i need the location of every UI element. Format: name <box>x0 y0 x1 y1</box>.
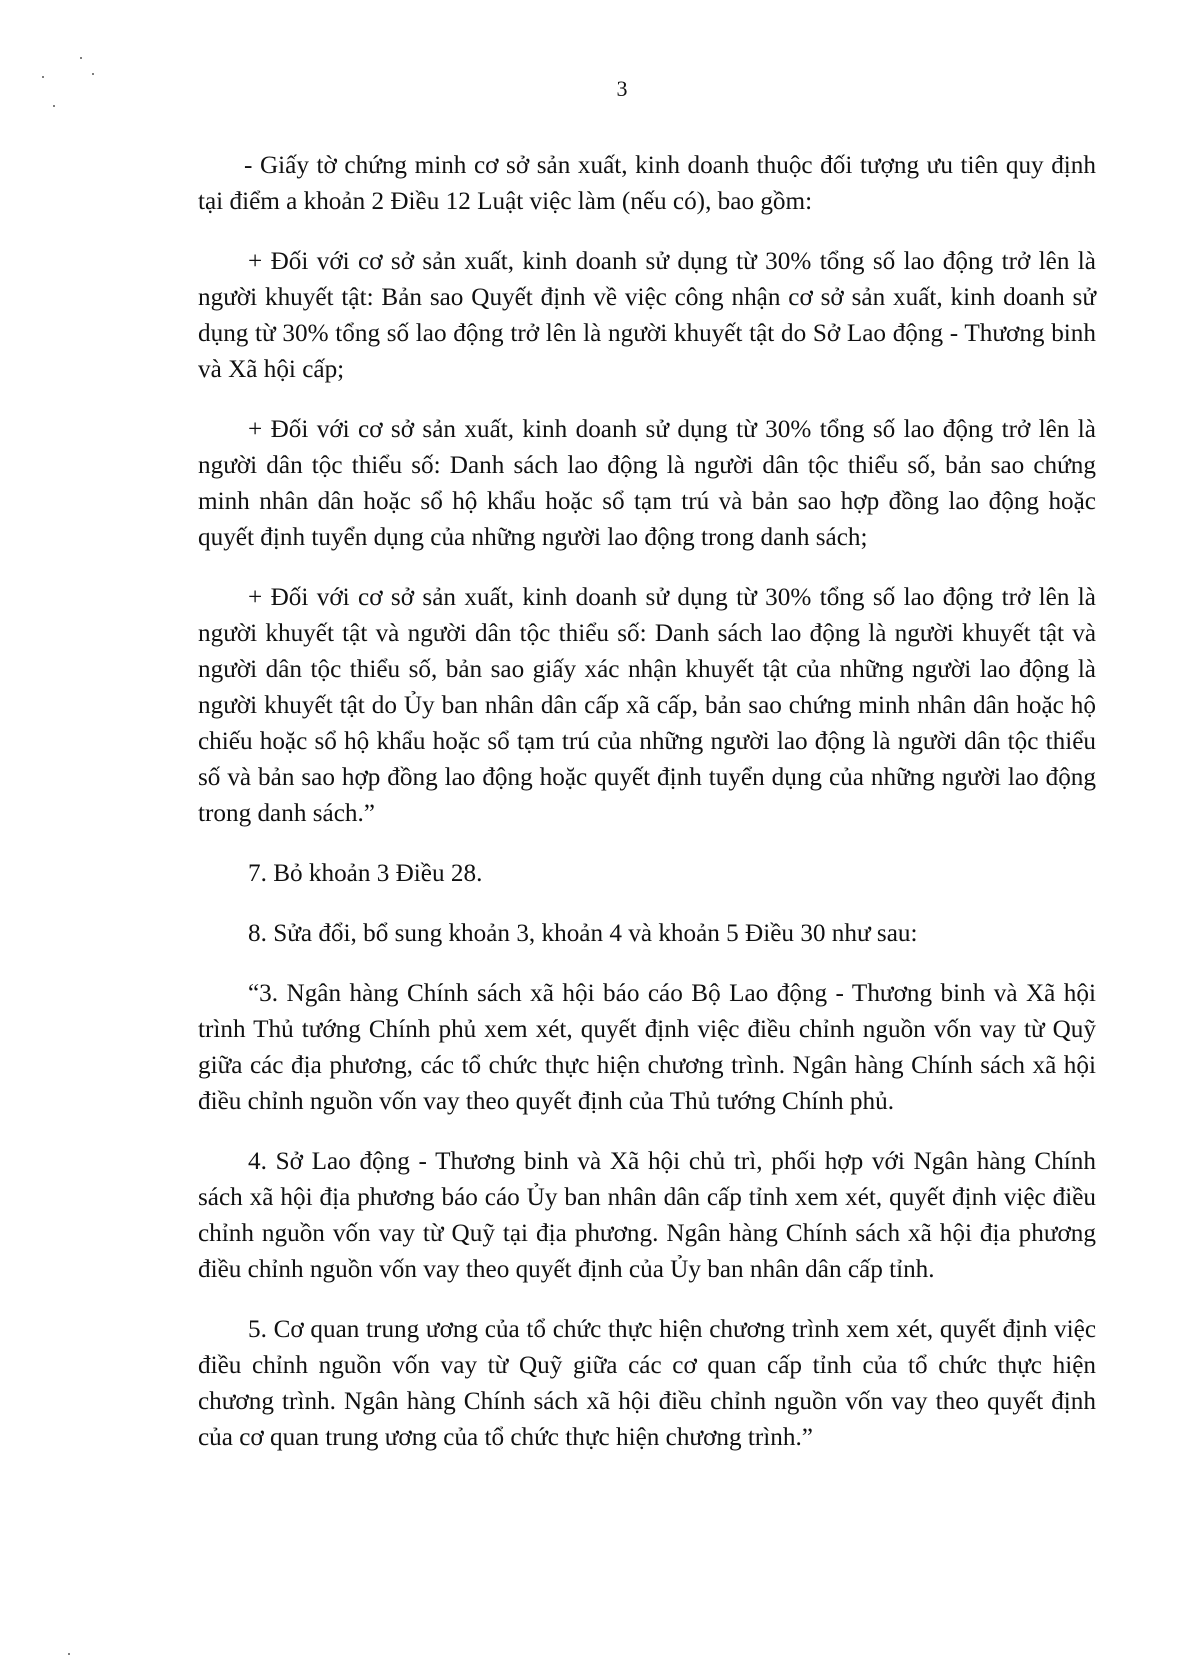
paragraph-clause-5: 5. Cơ quan trung ương của tổ chức thực hiện chương trình xem xét, quyết định việc điều chỉnh nguồn vốn vay từ Quỹ giữa các cơ quan cấp tỉnh của tổ chức thực hiện chương trình. Ngân hàng Chính sách xã hội điều chỉnh nguồn vốn vay theo quyết định của cơ quan trung ương của tổ chức thực hiện chương trình.” <box>198 1316 1096 1451</box>
paragraph-clause-3: “3. Ngân hàng Chính sách xã hội báo cáo Bộ Lao động - Thương binh và Xã hội trình Thủ tướng Chính phủ xem xét, quyết định việc điều chỉnh nguồn vốn vay từ Quỹ giữa các địa phương, các tổ chức thực hiện chương trình. Ngân hàng Chính sách xã hội điều chỉnh nguồn vốn vay theo quyết định của Thủ tướng Chính phủ. <box>198 980 1096 1115</box>
scan-speck <box>92 73 94 75</box>
paragraph-priority-documents: - Giấy tờ chứng minh cơ sở sản xuất, kinh doanh thuộc đối tượng ưu tiên quy định tại điểm a khoản 2 Điều 12 Luật việc làm (nếu có), bao gồm: <box>198 152 1096 215</box>
paragraph-item-7: 7. Bỏ khoản 3 Điều 28. <box>248 860 483 887</box>
paragraph-disabled-workers: + Đối với cơ sở sản xuất, kinh doanh sử dụng từ 30% tổng số lao động trở lên là người khuyết tật: Bản sao Quyết định về việc công nhận cơ sở sản xuất, kinh doanh sử dụng từ 30% tổng số lao động trở lên là người khuyết tật do Sở Lao động - Thương binh và Xã hội cấp; <box>198 248 1096 383</box>
document-body <box>198 148 1096 1480</box>
paragraph-clause-4: 4. Sở Lao động - Thương binh và Xã hội chủ trì, phối hợp với Ngân hàng Chính sách xã hội địa phương báo cáo Ủy ban nhân dân cấp tỉnh xem xét, quyết định việc điều chỉnh nguồn vốn vay từ Quỹ tại địa phương. Ngân hàng Chính sách xã hội địa phương điều chỉnh nguồn vốn vay theo quyết định của Ủy ban nhân dân cấp tỉnh. <box>198 1148 1096 1283</box>
paragraph-item-8: 8. Sửa đổi, bổ sung khoản 3, khoản 4 và khoản 5 Điều 30 như sau: <box>248 920 918 947</box>
scan-speck <box>68 1653 70 1655</box>
scan-speck <box>80 57 82 59</box>
paragraph-disabled-and-ethnic-workers: + Đối với cơ sở sản xuất, kinh doanh sử dụng từ 30% tổng số lao động trở lên là người khuyết tật và người dân tộc thiểu số: Danh sách lao động là người khuyết tật và người dân tộc thiểu số, bản sao giấy xác nhận khuyết tật của những người lao động là người khuyết tật do Ủy ban nhân dân cấp xã cấp, bản sao chứng minh nhân dân hoặc hộ chiếu hoặc sổ hộ khẩu hoặc sổ tạm trú của những người lao động là người dân tộc thiểu số và bản sao hợp đồng lao động hoặc quyết định tuyển dụng của những người lao động trong danh sách.” <box>198 584 1096 827</box>
page-number: 3 <box>616 76 628 101</box>
scan-speck <box>53 105 55 107</box>
paragraph-ethnic-minority-workers: + Đối với cơ sở sản xuất, kinh doanh sử dụng từ 30% tổng số lao động trở lên là người dân tộc thiểu số: Danh sách lao động là người dân tộc thiểu số, bản sao chứng minh nhân dân hoặc sổ hộ khẩu hoặc sổ tạm trú và bản sao hợp đồng lao động hoặc quyết định tuyển dụng của những người lao động trong danh sách; <box>198 416 1096 551</box>
